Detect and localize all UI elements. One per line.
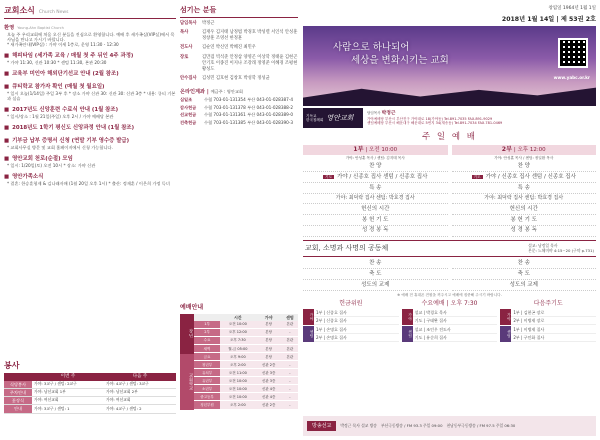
- volunteer-title: 봉사: [4, 361, 20, 370]
- table-row: 수요 오후 7:30 본당 본관: [194, 337, 298, 345]
- staff-row: 안수집사 김성민 김호현 김창호 박성학 정성균: [180, 76, 270, 82]
- table-row: 새벽 월-금 05:00 본당 본관: [194, 345, 298, 353]
- account-row: 선교헌금 수협 703-01-131361 부산 043-01-028389-0: [180, 112, 294, 118]
- staff-panel: [180, 6, 298, 436]
- table-row: 중고등부 오전 10:00 신관 4층 -: [194, 393, 298, 401]
- account-row: 십일조 수협 703-01-131354 부산 043-01-028387-4: [180, 97, 294, 102]
- broadcast-bar: 방송선교 박정근 목사 설교 방송 부산극동방송 / FM 93.3 주일 09:00 천남동부극동방송 / FM 97.5 주일 06:30: [303, 416, 596, 436]
- news-item: ■ 교육부 미인아 해외단기선교 안내 (2월 참조): [4, 71, 119, 78]
- table-row: 1부 오전 10:00 본당 본관: [194, 321, 298, 328]
- offering-committee: 헌금위원 가야 1부 | 신종호 집사 2부 | 신종호 집사 센텀 1부 | 손명호 집사 2부 | 손명호 집사: [303, 300, 399, 342]
- sermon-title: 교회, 소명과 사명의 공동체: [305, 244, 389, 253]
- table-row: 식당봉사 가야: 3교구 / 센텀: 2교구 가야: 4교구 / 센텀: 3교구: [4, 381, 176, 389]
- church-logo: 기독교 한국침례회 영안교회: [303, 108, 363, 128]
- service-1: 1부 | 오전 10:00 가야: 안성훈 목사 / 센텀: 김지태 목사 찬 양 기도 가야 / 신종호 집사 센텀 / 신종호 집사 특 송 가야: 최덕락 집사 센텀: 박효경 집사 헌신의 시간 봉 헌 기 도 성 경 봉 독: [303, 145, 448, 237]
- broadcast-mission-label: 방송선교: [307, 421, 336, 431]
- welcome-section: 환영 Young-Ahn Baptist Church 오늘 주 우리교회에 처음 오신 분들을 진심으로 환영합니다. 예배 후 새가족실(VIP실)에서 목사님을 만나고 가시기 바랍니다. * 새가족안내(VIP실) : 가야 이세 1층로, 운영 11:30 - 12:30: [4, 25, 175, 48]
- worship-table: 시간 가야 센텀 1부 오전 10:00 본당 본관 2부 오후 12:00 본당 - 수요 오후 7:30 본당 본관 새벽 월-금 05:00 본당 본관 금요 오후 9:00 본당 본관 청년부 오후 2:00 신관 2층 - 유치부 오전 11:00 신관 3층 - 유년부 오전 10:00 신관 3층 - 소년부 오전 10:00 신관 4층 - 중고등부 오전 10:00 신관 4층 - 청년부원 오후 2:00 신관 2층 -: [194, 314, 298, 410]
- staff-row: 목사 김재우 김지태 남정범 박경호 박성렬 서인석 안성훈 정창훈 조영선 한정훈: [180, 29, 298, 42]
- closing-order: 찬 송 축 도 성도의 교제 찬 송 축 도 성도의 교제: [303, 258, 596, 291]
- staff-row: 담임목사 박정근: [180, 20, 215, 26]
- wednesday-service: 수요예배 | 오후 7:30 가야 설교 | 박경호 목사 기도 | 구태완 집사 센텀 설교 | 조인우 전도사 기도 | 유순희 집사: [402, 300, 498, 342]
- news-item: ■ 2018년도 1학기 평신도 신앙과정 안내 (1월 참조): [4, 125, 135, 132]
- church-website-link[interactable]: www.yabc.or.kr: [553, 75, 590, 81]
- news-item: ■ 큐티학교 참가자 확인 (매월 첫 월요일) * 일시 오늘(1/14일) 주일 3부 후 * 장소 가야 신관 30: 신관 30: 신관 3층 * 내용: 큐티 기본과 실습: [4, 84, 176, 102]
- services-columns: [303, 145, 596, 237]
- service-2: 2부 | 오후 12:00 가야: 안성훈 목사 / 센텀: 정일환 목사 찬 양 기도 가야 / 신종호 집사 센텀 / 신종호 집사 특 송 가야: 최덕락 집사 센텀: 박효경 집사 헌신의 시간 봉 헌 기 도 성 경 봉 독: [452, 145, 597, 237]
- table-row: 청년부원 오후 2:00 신관 2층 -: [194, 401, 298, 409]
- church-info-bar: 기독교 한국침례회 영안교회 담임목사 박정근 가야예배당 부산시 부산진구 가야대로 18(가야동) Tel.891-7035 FAX.891-9029 센텀예배당 부산시 해운대구 해운대로 5번지 34(재송동) Tel.891-7034 FAX.781-0469: [303, 108, 596, 128]
- news-item: ■ 기부금 납부 증명서 신청 (연말 기부 영수증 발급) * 교회사무실 방문 및 교회 홈페이지에서 신청 가능합니다.: [4, 138, 130, 150]
- staff-row: 전도사 김순연 박신연 박혜진 최민우: [180, 45, 256, 51]
- table-row: 금요 오후 9:00 본당 본관: [194, 353, 298, 361]
- mountain-silhouette: [303, 84, 596, 106]
- online-accounts: 온라인계좌 | 예금주 : 영안교회 십일조 수협 703-01-131354 부산 043-01-028387-4 감사헌금 수협 703-01-131378 부산 043-01-028388-2 선교헌금 수협 703-01-131361 부산 043-01-028389-0 건축헌금 수협 703-01-131385 부산 043-01-028390-3: [180, 89, 298, 126]
- volunteer-table: 이번 주 다음 주 식당봉사 가야: 3교구 / 센텀: 2교구 가야: 4교구 / 센텀: 3교구 주차안내 가야: 남선교회 1부 가야: 남선교회 2부 꽃장식 가야: 여선교회 가야: 여선교회 안내 가야: 3교구 / 센텀: 1 가야: 4교구 / 센텀: 2: [4, 373, 176, 414]
- news-item: ■ 해피타임 (세가족 교육 / 매월 첫 주 뒤인 4주 과정) * 가야 11:30, 신관 10:30 * 센텀 11:30, 본관 20:30: [4, 53, 134, 66]
- table-row: 2부 오후 12:00 본당 -: [194, 329, 298, 337]
- sunday-worship-title: 주 일 예 배: [422, 132, 477, 143]
- bulletin-date: 2018년 1월 14일 | 제 53권 2호: [501, 15, 596, 23]
- staff-row: 장로 김만겸 빅석준 안정삼 양영곤 이상학 정태윤 김현곤 안기호 이종진 이지나 조강래 정영준 이혜경 조평현 황성도: [180, 54, 298, 73]
- news-item: ■ 2017년도 신앙훈련 수료식 안내 (1월 참조) * 일시/장소 : 1월 21일(주일) 오후 2시 / 가야 예배당 본관: [4, 107, 119, 120]
- sermon-bar: 교회, 소명과 사명의 공동체 설교: 남정일 목사 본문: 느헤미야 4:15~20 (구약 p.731): [303, 240, 596, 257]
- news-item: ■ 영안교회 천로(순절) 모임 * 일시: 1/20일(토) 오전 10시 * 장소: 가야 신관: [4, 156, 96, 168]
- qr-code-icon[interactable]: [558, 38, 588, 68]
- hero-banner: [303, 26, 596, 106]
- church-news-title: 교회소식 Church News: [4, 6, 176, 19]
- next-week-prayer: 다음주기도 가야 1부 | 김현곤 장로 2부 | 이병제 장로 센텀 1부 | 이병제 집사 2부 | 구인화 집사: [500, 300, 596, 342]
- duty-roster: [303, 300, 596, 342]
- church-news-panel: [4, 6, 176, 436]
- table-row: 청년부 오후 2:00 신관 2층 -: [194, 361, 298, 369]
- staff-title: 섬기는 분들: [180, 6, 298, 18]
- volunteer-section: [4, 361, 176, 414]
- table-row: 유치부 오전 11:00 신관 3층 -: [194, 369, 298, 377]
- table-row: 주차안내 가야: 남선교회 1부 가야: 남선교회 2부: [4, 388, 176, 396]
- worship-schedule: 예배안내 장년 교회학교 시간 가야 센텀 1부 오전 10:00 본당 본관 2부 오후 12:00 본당 - 수요 오후 7:30 본당 본관 새벽 월-금 05:00 본당 본관 금요 오후 9:00 본당 본관 청년부 오후 2:00 신관 2층 - 유치부 오전 11:00 신관 3층 - 유년부 오전 10:00 신관 3층 - 소년부 오전 10:00 신관 4층 - 중고등부 오전 10:00 신관 4층 - 청년부원 오후 2:00 신관 2층 -: [180, 304, 298, 410]
- table-row: 소년부 오전 10:00 신관 4층 -: [194, 385, 298, 393]
- table-row: 꽃장식 가야: 여선교회 가야: 여선교회: [4, 397, 176, 405]
- order-item: 찬 양: [303, 161, 448, 172]
- news-item: ■ 영안가족소식 * 결혼: 한승훈형제 & 김나래자매 (1월 20일 오후 1시) * 출산: 정재훈 / 이은희 가정 득녀: [4, 174, 170, 186]
- account-row: 건축헌금 수협 703-01-131385 부산 043-01-028390-3: [180, 120, 294, 126]
- founded-date: 창립일 1964년 1월 1일: [548, 6, 596, 11]
- account-row: 감사헌금 수협 703-01-131378 부산 043-01-028388-2: [180, 104, 294, 110]
- table-row: 안내 가야: 3교구 / 센텀: 1 가야: 4교구 / 센텀: 2: [4, 405, 176, 413]
- table-row: 유년부 오전 10:00 신관 3층 -: [194, 377, 298, 385]
- phone-notice: ※ 예배 전 휴대폰 전원을 꺼주시고 예배에 집중해 주시기 바랍니다.: [397, 292, 502, 297]
- worship-order-panel: [303, 6, 596, 436]
- slogan: 사람으로 하나되어 세상을 변화시키는 교회: [333, 42, 449, 66]
